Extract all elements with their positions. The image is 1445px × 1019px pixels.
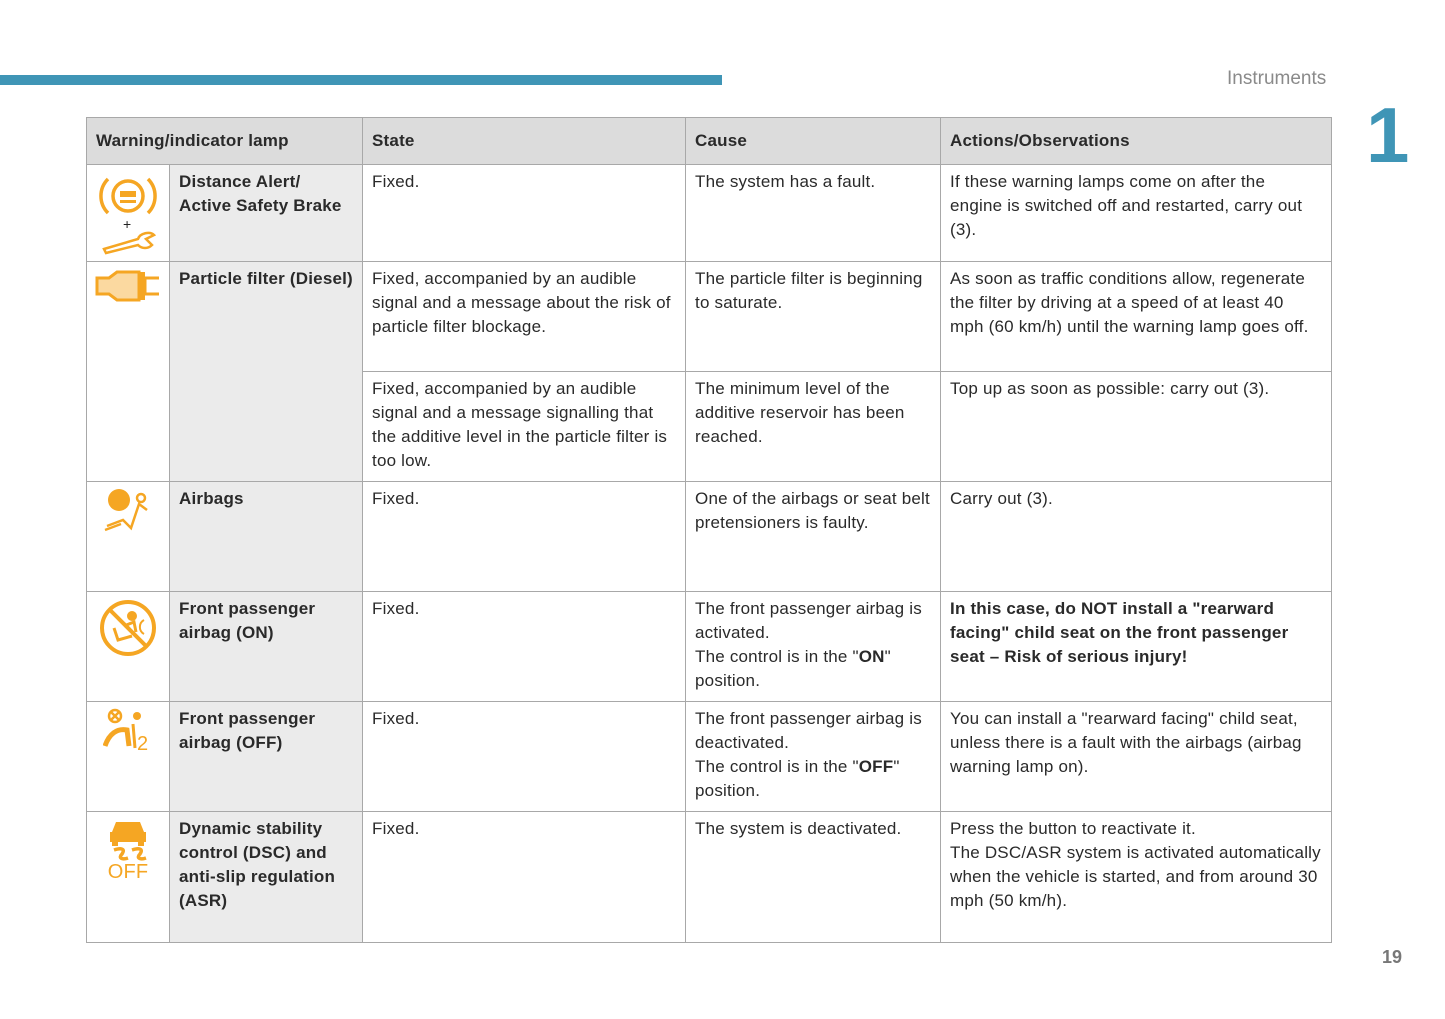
state-cell: Fixed, accompanied by an audible signal and a message about the risk of particle filter blockage. [363,262,686,372]
table-row [87,482,1332,592]
lamp-name: Front passenger airbag (ON) [170,592,363,702]
state-cell: Fixed. [363,702,686,812]
dsc-off-icon [87,812,170,943]
lamp-name: Distance Alert/ Active Safety Brake [170,165,363,262]
page-number: 19 [1382,947,1403,967]
column-header: Warning/indicator lamp [87,118,363,165]
cause-cell [686,702,941,812]
action-cell [941,812,1332,943]
cause-cell [686,592,941,702]
section-title: Instruments [1227,68,1327,89]
svg-text:+: + [123,216,132,232]
cause-cell: The particle filter is beginning to saturate. [686,262,941,372]
state-cell: Fixed, accompanied by an audible signal and a message signalling that the additive level in the particle filter is too low. [363,372,686,482]
chapter-number: 1 [1366,91,1410,179]
table-row [87,262,1332,372]
control-state: ON [858,647,885,666]
lamp-name: Front passenger airbag (OFF) [170,702,363,812]
cause-cell: The minimum level of the additive reservoir has been reached. [686,372,941,482]
action-cell: If these warning lamps come on after the engine is switched off and restarted, carry out (3). [941,165,1332,262]
action-cell: Carry out (3). [941,482,1332,592]
lamp-name: Dynamic stability control (DSC) and anti-slip regulation (ASR) [170,812,363,943]
cause-text: The front passenger airbag is activated. [695,599,922,642]
table-row [87,702,1332,812]
table-header-row [87,118,1332,165]
cause-cell: One of the airbags or seat belt pretensioners is faulty. [686,482,941,592]
cause-text: " position. [695,647,891,690]
action-cell: You can install a "rearward facing" child seat, unless there is a fault with the airbags (airbag warning lamp on). [941,702,1332,812]
cause-text: The control is in the " [695,647,859,666]
svg-text:2: 2 [137,733,149,752]
lamp-name: Airbags [170,482,363,592]
header-accent-bar [0,75,722,85]
off-label: OFF [107,861,149,883]
cause-cell: The system has a fault. [686,165,941,262]
table-row [87,165,1332,262]
airbag-icon [87,482,170,592]
action-cell: Top up as soon as possible: carry out (3). [941,372,1332,482]
table-row [87,592,1332,702]
lamp-name: Particle filter (Diesel) [170,262,363,482]
passenger-airbag-off-icon [87,702,170,812]
table-row [87,812,1332,943]
control-state: OFF [858,757,894,776]
action-text: The DSC/ASR system is activated automatically when the vehicle is started, and from around 30 mph (50 km/h). [950,843,1321,910]
cause-text: The front passenger airbag is deactivated. [695,709,922,752]
state-cell: Fixed. [363,812,686,943]
cause-text: " position. [695,757,900,800]
distance-alert-brake-wrench-icon [87,165,170,262]
action-cell: As soon as traffic conditions allow, regenerate the filter by driving at a speed of at least 40 mph (60 km/h) until the warning lamp goes off. [941,262,1332,372]
warning-lamp-table [86,117,1332,943]
column-header: State [363,118,686,165]
state-cell: Fixed. [363,165,686,262]
state-cell: Fixed. [363,482,686,592]
cause-cell: The system is deactivated. [686,812,941,943]
action-cell: In this case, do NOT install a "rearward facing" child seat on the front passenger seat – Risk of serious injury! [941,592,1332,702]
state-cell: Fixed. [363,592,686,702]
action-text: Press the button to reactivate it. [950,819,1196,838]
cause-text: The control is in the " [695,757,859,776]
particle-filter-icon [87,262,170,482]
passenger-airbag-on-icon [87,592,170,702]
column-header: Cause [686,118,941,165]
column-header: Actions/Observations [941,118,1332,165]
